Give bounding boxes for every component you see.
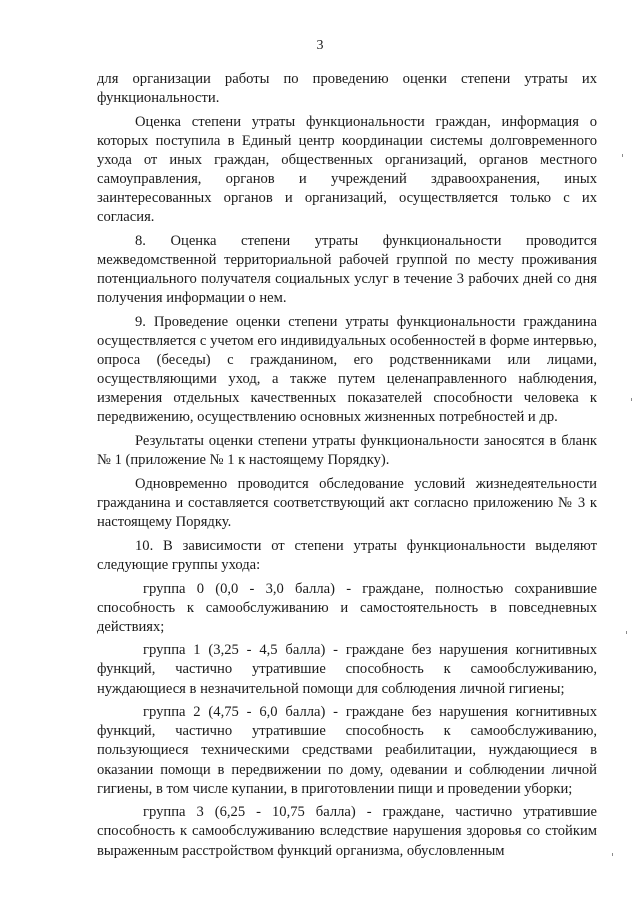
care-group-0: группа 0 (0,0 - 3,0 балла) - граждане, полностью сохранившие способность к самообслуживанию и самостоятельность в повседневных действиях;: [97, 580, 597, 635]
paragraph-continuation: для организации работы по проведению оценки степени утраты их функциональности.: [97, 71, 597, 107]
scan-mark: [622, 154, 623, 157]
paragraph-results: Результаты оценки степени утраты функциональности заносятся в бланк № 1 (приложение № 1 к настоящему Порядку).: [97, 433, 597, 469]
document-body: [97, 70, 597, 861]
scan-mark: [612, 853, 613, 856]
care-group-3: группа 3 (6,25 - 10,75 балла) - граждане, частично утратившие способность к самообслуживанию вследствие нарушения здоровья со стойким выраженным расстройством функций организма, обусловленным: [97, 804, 597, 859]
page-number: 3: [316, 38, 324, 53]
scan-mark: [631, 398, 632, 401]
paragraph-consent: Оценка степени утраты функциональности граждан, информация о которых поступила в Единый центр координации системы долговременного ухода от иных граждан, общественных организаций, органов местного самоуправления, органов и учреждений здравоохранения, иных заинтересованных органов и организаций, осуществляется только с их согласия.: [97, 113, 597, 226]
paragraph-inspection: Одновременно проводится обследование условий жизнедеятельности гражданина и составляется соответствующий акт согласно приложению № 3 к настоящему Порядку.: [97, 475, 597, 531]
paragraph-item-9: 9. Проведение оценки степени утраты функциональности гражданина осуществляется с учетом его индивидуальных особенностей в форме интервью, опроса (беседы) с гражданином, его родственниками или лицами, осуществляющими уход, а также путем целенаправленного наблюдения, измерения отдельных качественных показателей способности человека к передвижению, осуществлению основных жизненных потребностей и др.: [97, 313, 597, 426]
scan-mark: [626, 631, 627, 634]
care-group-1: группа 1 (3,25 - 4,5 балла) - граждане без нарушения когнитивных функций, частично утратившие способность к самообслуживанию, нуждающиеся в незначительной помощи для соблюдения личной гигиены;: [97, 642, 597, 697]
paragraph-item-10: 10. В зависимости от степени утраты функциональности выделяют следующие группы ухода:: [97, 537, 597, 573]
care-group-2: группа 2 (4,75 - 6,0 балла) - граждане без нарушения когнитивных функций, частично утратившие способность к самообслуживанию, пользующиеся техническими средствами реабилитации, нуждающиеся в оказании помощи в передвижении по дому, одевании и соблюдении личной гигиены, в том числе купании, в приготовлении пищи и проведении уборки;: [97, 704, 597, 797]
paragraph-item-8: 8. Оценка степени утраты функциональности проводится межведомственной территориальной рабочей группой по месту проживания потенциального получателя социальных услуг в течение 3 рабочих дней со дня получения информации о нем.: [97, 232, 597, 307]
